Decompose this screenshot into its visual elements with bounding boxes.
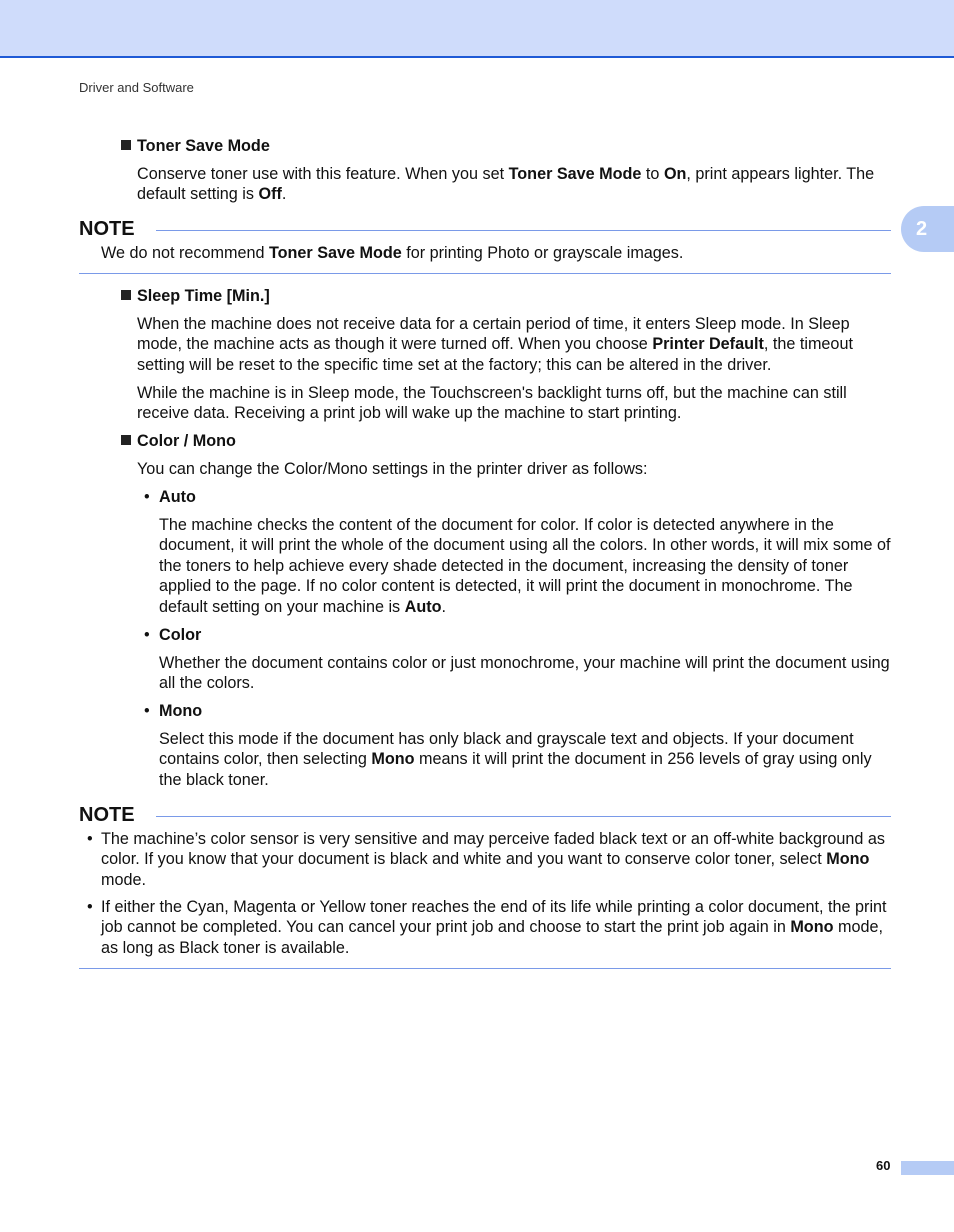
chapter-tab: 2 xyxy=(901,206,954,252)
color-mono-intro: You can change the Color/Mono settings in the printer driver as follows: xyxy=(137,460,648,478)
note-text: We do not recommend Toner Save Mode for printing Photo or grayscale images. xyxy=(101,244,684,262)
color-desc: Whether the document contains color or just monochrome, your machine will print the document using all the colors. xyxy=(159,654,890,693)
footer-tab xyxy=(901,1161,954,1175)
auto-desc: The machine checks the content of the document for color. If color is detected anywhere in the document, it will print the whole of the document using all the colors. In other words, it will mix some of the toners to help achieve every shade detected in the document, increasing the density of toner applied to the page. If no color content is detected, it will print the document in monochrome. The default setting on your machine is Auto. xyxy=(159,516,891,616)
toner-save-heading: Toner Save Mode xyxy=(121,137,270,156)
dot-bullet-icon: • xyxy=(87,898,93,916)
note-rule xyxy=(156,230,891,231)
note-bottom-rule xyxy=(79,273,891,274)
sleep-time-para2: While the machine is in Sleep mode, the Touchscreen's backlight turns off, but the machine can still receive data. Receiving a print job will wake up the machine to start printing. xyxy=(137,384,847,423)
square-bullet-icon xyxy=(121,290,131,300)
note-title: NOTE xyxy=(79,218,135,240)
dot-bullet-icon: • xyxy=(144,702,150,720)
color-label: Color xyxy=(159,626,202,644)
header-band xyxy=(0,0,954,58)
square-bullet-icon xyxy=(121,140,131,150)
note-item-1: The machine’s color sensor is very sensitive and may perceive faded black text or an off-white background as color. If you know that your document is black and white and you want to conserve color toner, select Mono mode. xyxy=(101,830,885,889)
sleep-time-heading: Sleep Time [Min.] xyxy=(121,287,270,306)
note-item-2: If either the Cyan, Magenta or Yellow toner reaches the end of its life while printing a color document, the print job cannot be completed. You can cancel your print job and choose to start the print job again in Mono mode, as long as Black toner is available. xyxy=(101,898,887,957)
color-mono-heading: Color / Mono xyxy=(121,432,236,451)
square-bullet-icon xyxy=(121,435,131,445)
dot-bullet-icon: • xyxy=(144,488,150,506)
mono-label: Mono xyxy=(159,702,203,720)
mono-desc: Select this mode if the document has only black and grayscale text and objects. If your document contains color, then selecting Mono means it will print the document in 256 levels of gray using only the black toner. xyxy=(159,730,872,789)
dot-bullet-icon: • xyxy=(87,830,93,848)
note-bottom-rule xyxy=(79,968,891,969)
note-rule xyxy=(156,816,891,817)
sleep-time-para1: When the machine does not receive data for a certain period of time, it enters Sleep mode. In Sleep mode, the machine acts as though it were turned off. When you choose Printer Default, the timeout setting will be reset to the specific time set at the factory; this can be altered in the driver. xyxy=(137,315,853,374)
page-number: 60 xyxy=(876,1158,891,1173)
note-title: NOTE xyxy=(79,804,135,826)
toner-save-desc: Conserve toner use with this feature. When you set Toner Save Mode to On, print appears lighter. The default setting is Off. xyxy=(137,165,875,204)
dot-bullet-icon: • xyxy=(144,626,150,644)
auto-label: Auto xyxy=(159,488,196,506)
running-header: Driver and Software xyxy=(79,80,194,95)
